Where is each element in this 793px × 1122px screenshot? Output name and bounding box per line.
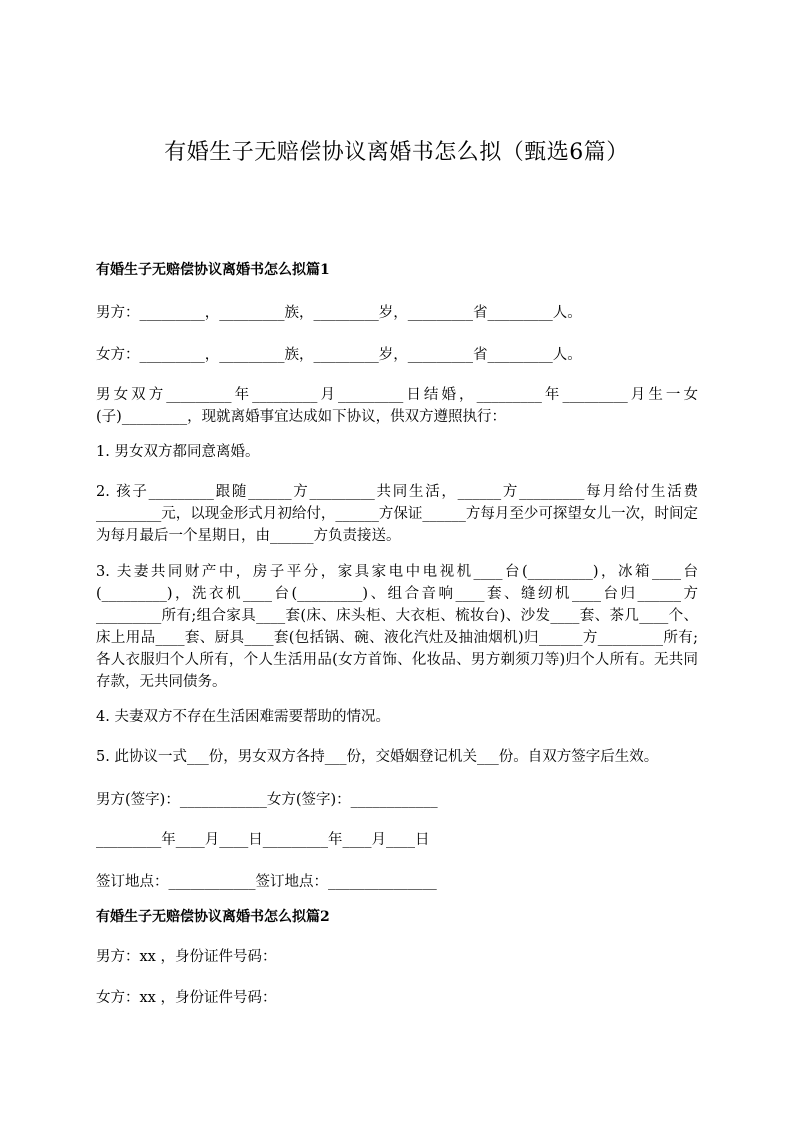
section1-heading: 有婚生子无赔偿协议离婚书怎么拟篇1 — [96, 262, 330, 278]
intro-paragraph: 男女双方_________年_________月_________日结婚，_________年_________月生一女(子)_________，现就离婚事宜达成如下协议，供双方遵照执行： — [96, 387, 698, 425]
signature-line: 男方(签字)：____________女方(签字)：____________ — [96, 792, 438, 808]
item-3: 3. 夫妻共同财产中，房子平分，家具家电中电视机____台(_________)，冰箱____台(_________)，洗衣机____台(_________)、组合音响____套、缝纫机____台归______方_________所有;组合家具____套(床、床头柜、大衣柜、梳妆台)、沙发____套、茶几____个、床上用品____套、厨具____套(包括锅、碗、液化汽灶及抽油烟机)归______方_________所有;各人衣服归个人所有，个人生活用品(女方首饰、化妆品、男方剃须刀等)归个人所有。无共同存款，无共同债务。 — [96, 564, 698, 690]
place-line: 签订地点：____________签订地点：_______________ — [96, 874, 437, 890]
item-4: 4. 夫妻双方不存在生活困难需要帮助的情况。 — [96, 709, 390, 725]
section2-male-line: 男方：xx ，身份证件号码： — [96, 949, 277, 965]
item-5: 5. 此协议一式___份，男女双方各持___份，交婚姻登记机关___份。自双方签字后生效。 — [96, 749, 659, 765]
female-info-line: 女方：_________，_________族，_________岁，_________省_________人。 — [96, 347, 582, 363]
item-2: 2. 孩子_________跟随______方_________共同生活，______方_________每月给付生活费_________元，以现金形式月初给付，______方保证______方每月至少可探望女儿一次，时间定为每月最后一个星期日，由______方负责接送。 — [96, 484, 698, 544]
male-info-line: 男方：_________，_________族，_________岁，_________省_________人。 — [96, 305, 582, 321]
section2-female-line: 女方：xx ，身份证件号码： — [96, 990, 277, 1006]
item-1: 1. 男女双方都同意离婚。 — [96, 444, 260, 460]
date-line: _________年____月____日_________年____月____日 — [96, 832, 430, 848]
document-title: 有婚生子无赔偿协议离婚书怎么拟（甄选6篇） — [164, 140, 629, 165]
section2-heading: 有婚生子无赔偿协议离婚书怎么拟篇2 — [96, 909, 330, 925]
